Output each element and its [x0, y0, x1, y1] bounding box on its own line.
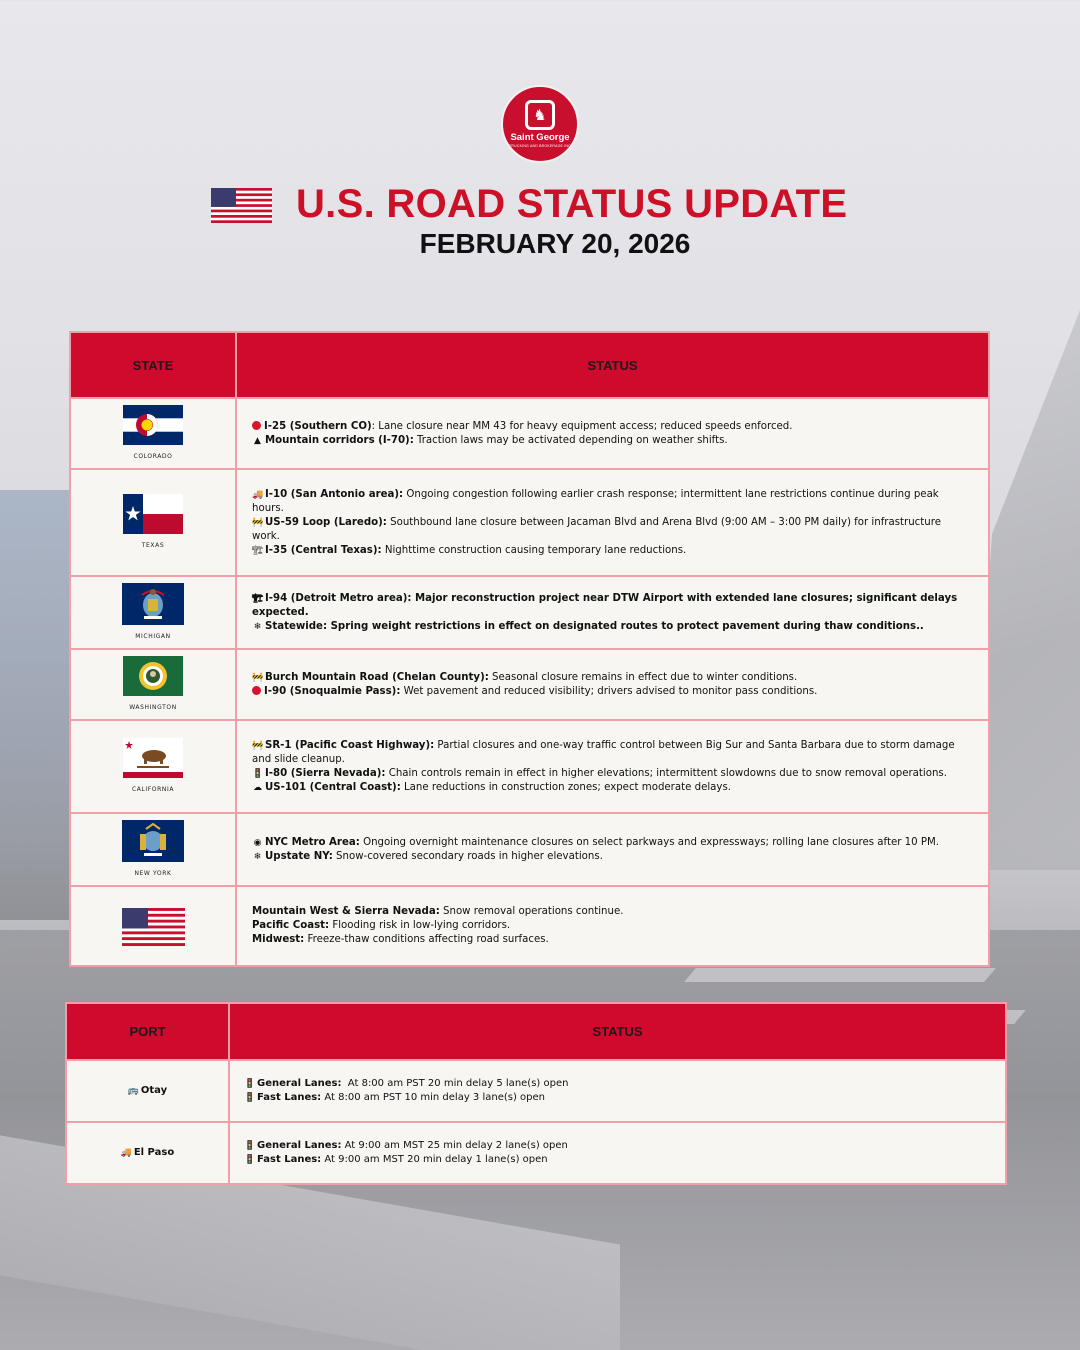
- state-name: MICHIGAN: [135, 633, 171, 640]
- table-row: [70, 469, 989, 576]
- status-line: 🚦 Fast Lanes: At 8:00 am PST 10 min delay 3 lane(s) open: [244, 1092, 546, 1103]
- traffic-light-icon: 🚦: [244, 1155, 256, 1165]
- port-name: Otay: [140, 1085, 168, 1096]
- table-row: [66, 1060, 1006, 1122]
- texas-flag-icon: [123, 494, 183, 534]
- table-row: [70, 649, 989, 720]
- status-line: 🚦 General Lanes: At 9:00 am MST 25 min delay 2 lane(s) open: [244, 1140, 568, 1151]
- table-row: [70, 886, 989, 966]
- state-cell: [70, 649, 236, 720]
- status-line: 🚦 Fast Lanes: At 9:00 am MST 20 min delay 1 lane(s) open: [244, 1154, 548, 1165]
- status-cell: [236, 469, 989, 576]
- construction-barrier-icon: 🚧: [252, 672, 264, 683]
- state-cell: [70, 720, 236, 813]
- usa-flag-icon: [122, 908, 185, 946]
- construction-barrier-icon: 🚧: [252, 517, 264, 528]
- state-name: TEXAS: [141, 542, 165, 549]
- status-line: I-90 (Snoqualmie Pass): Wet pavement and reduced visibility; drivers advised to monitor pass conditions.: [252, 685, 960, 699]
- construction-crane-icon: 🏗: [252, 545, 264, 556]
- state-name: COLORADO: [133, 453, 173, 460]
- california-flag-icon: [123, 738, 183, 778]
- washington-flag-icon: [123, 656, 183, 696]
- status-cell: [236, 720, 989, 813]
- status-line: ◉ NYC Metro Area: Ongoing overnight maintenance closures on select parkways and expressways; rolling lane closures after 10 PM.: [253, 836, 940, 848]
- port-cell: [66, 1060, 229, 1122]
- status-cell: [229, 1060, 1006, 1122]
- table-row: [66, 1122, 1006, 1184]
- status-line: 🚧 SR-1 (Pacific Coast Highway): Partial closures and one-way traffic control between Big Sur and Santa Barbara due to storm damage and slide cleanup.: [252, 739, 955, 765]
- bus-icon: 🚌: [127, 1086, 140, 1096]
- status-line: Mountain West & Sierra Nevada: Snow removal operations continue.: [252, 906, 624, 917]
- construction-crane-icon: 🏗: [252, 593, 264, 604]
- state-cell: [70, 469, 236, 576]
- state-name: NEW YORK: [134, 870, 172, 877]
- status-line: 🏗 I-35 (Central Texas): Nighttime construction causing temporary lane reductions.: [252, 544, 687, 556]
- port-name: El Paso: [133, 1147, 175, 1158]
- usa-flag-icon: [211, 188, 272, 223]
- company-logo: [501, 85, 579, 163]
- status-cell: [236, 576, 989, 649]
- status-line: ❄ Statewide: Spring weight restrictions in effect on designated routes to protect pavement during thaw conditions..: [253, 620, 924, 632]
- construction-barrier-icon: 🚧: [252, 740, 264, 751]
- traffic-light-icon: 🚦: [244, 1079, 256, 1089]
- status-line: 🚦 I-80 (Sierra Nevada): Chain controls remain in effect in higher elevations; intermittent slowdowns due to snow removal operations.: [252, 767, 947, 779]
- truck-icon: 🚚: [252, 489, 264, 500]
- traffic-light-icon: 🚦: [244, 1141, 256, 1151]
- status-cell: [236, 649, 989, 720]
- port-status-table: [65, 1002, 1007, 1185]
- knight-icon: ♞: [525, 100, 555, 130]
- michigan-flag-icon: [122, 583, 184, 625]
- traffic-light-icon: 🚦: [244, 1093, 256, 1103]
- status-line: Midwest: Freeze-thaw conditions affecting road surfaces.: [252, 934, 549, 945]
- table-row: [70, 398, 989, 469]
- mountain-icon: ▲: [254, 435, 261, 446]
- port-cell: [66, 1122, 229, 1184]
- status-line: 🚦 General Lanes: At 8:00 am PST 20 min delay 5 lane(s) open: [244, 1078, 569, 1089]
- state-name: WASHINGTON: [129, 704, 177, 711]
- status-line: 🏗 I-94 (Detroit Metro area): Major reconstruction project near DTW Airport with extended lane closures; significant delays expected.: [252, 592, 958, 618]
- table-row: [70, 576, 989, 649]
- state-cell: [70, 813, 236, 886]
- status-cell: [236, 813, 989, 886]
- state-name: CALIFORNIA: [131, 786, 175, 793]
- page-title: U.S. ROAD STATUS UPDATE: [296, 182, 848, 226]
- status-line: 🚚 I-10 (San Antonio area): Ongoing congestion following earlier crash response; intermittent lane restrictions continue during peak hours.: [252, 488, 939, 514]
- colorado-flag-icon: [123, 405, 183, 445]
- status-line: ☁ US-101 (Central Coast): Lane reductions in construction zones; expect moderate delays.: [253, 781, 731, 793]
- logo-name: Saint George: [510, 132, 570, 144]
- globe-icon: ◉: [253, 837, 262, 848]
- status-cell: [229, 1122, 1006, 1184]
- status-line: Pacific Coast: Flooding risk in low-lying corridors.: [252, 920, 511, 931]
- column-header-state: STATE: [70, 332, 236, 398]
- traffic-light-icon: 🚦: [252, 768, 264, 779]
- status-line: ❄ Upstate NY: Snow-covered secondary roads in higher elevations.: [253, 850, 603, 862]
- status-line: I-25 (Southern CO): Lane closure near MM 43 for heavy equipment access; reduced speeds enforced.: [252, 420, 960, 434]
- logo-tagline: TRUCKING AND BROKERAGE INC: [509, 143, 571, 148]
- status-line: ▲ Mountain corridors (I-70): Traction laws may be activated depending on weather shifts.: [252, 434, 960, 448]
- state-status-table: [69, 331, 990, 967]
- column-header-port: PORT: [66, 1003, 229, 1060]
- table-header-row: [66, 1003, 1006, 1060]
- red-circle-icon: [252, 686, 261, 695]
- state-cell: [70, 886, 236, 966]
- column-header-status: STATUS: [229, 1003, 1006, 1060]
- state-cell: [70, 398, 236, 469]
- new-york-flag-icon: [122, 820, 184, 862]
- table-header-row: [70, 332, 989, 398]
- status-line: 🚧 Burch Mountain Road (Chelan County): Seasonal closure remains in effect due to winter conditions.: [252, 671, 798, 683]
- table-row: [70, 720, 989, 813]
- table-row: [70, 813, 989, 886]
- red-circle-icon: [252, 421, 261, 430]
- snowflake-icon: ❄: [253, 851, 262, 862]
- cloud-icon: ☁: [253, 782, 262, 793]
- page-date: FEBRUARY 20, 2026: [419, 228, 691, 259]
- status-cell: [236, 886, 989, 966]
- title-row: [0, 182, 1080, 228]
- truck-icon: 🚚: [120, 1148, 133, 1158]
- state-cell: [70, 576, 236, 649]
- status-line: 🚧 US-59 Loop (Laredo): Southbound lane closure between Jacaman Blvd and Arena Blvd (9:00 AM – 3:00 PM daily) for infrastructure work.: [252, 516, 941, 542]
- column-header-status: STATUS: [236, 332, 989, 398]
- snowflake-icon: ❄: [253, 621, 262, 632]
- status-cell: [236, 398, 989, 469]
